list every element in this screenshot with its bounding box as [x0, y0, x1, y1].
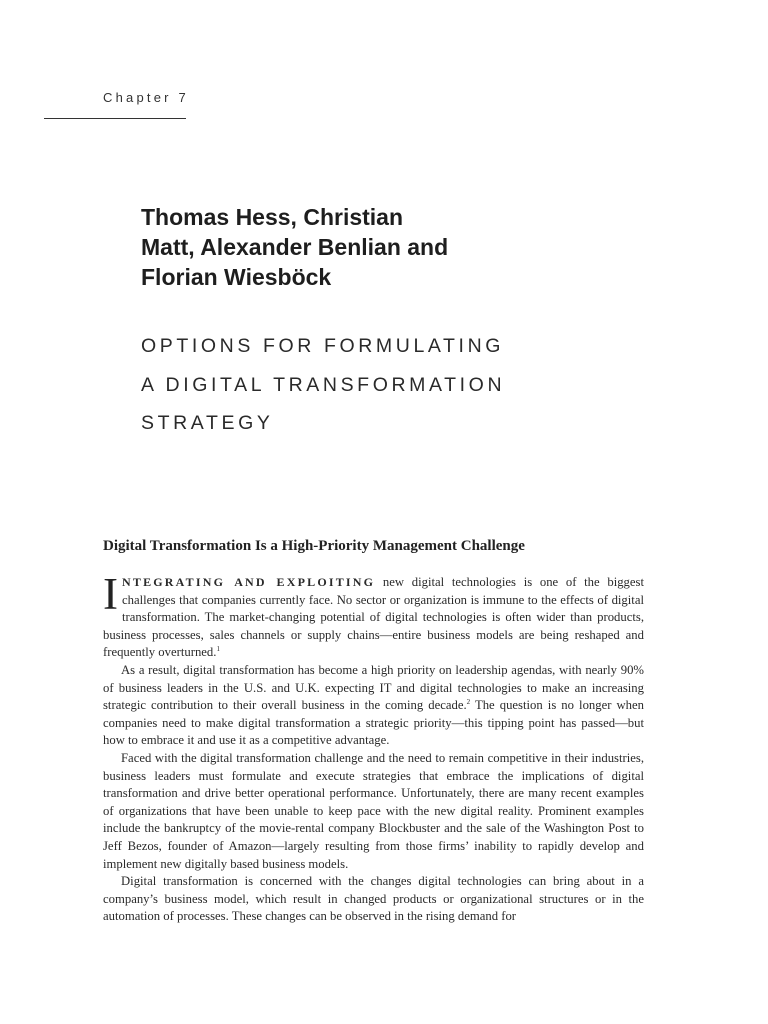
paragraph-4: Digital transformation is concerned with the changes digital technologies can bring about in a company’s business model, which result in changed products or organizational structures or in the automation of processes. These changes can be observed in the rising demand for — [103, 874, 644, 924]
footnote-ref[interactable]: 1 — [216, 645, 220, 654]
paragraph-text: The question is no longer when companies need to make digital transformation a strategic priority—this tipping point has passed—but how to embrace it and use it as a competitive advantage. — [103, 698, 644, 748]
chapter-authors — [141, 202, 581, 292]
title-line: STRATEGY — [141, 412, 274, 434]
author-line: Matt, Alexander Benlian and — [141, 234, 449, 260]
paragraph-text: new digital technologies is one of the biggest challenges that companies currently face. No sector or organization is immune to the effects of digital transformation. The market-changing potential of digital technologies is often wider than products, business processes, sales channels or supply chains—entire business models are being reshaped and frequently overturned. — [103, 575, 644, 660]
chapter-label: Chapter 7 — [103, 90, 189, 105]
paragraph-3: Faced with the digital transformation challenge and the need to remain competitive in their industries, business leaders must formulate and execute strategies that embrace the implications of digital transformation and drive better operational performance. Unfortunately, there are many recent examples of organizations that have been unable to keep pace with the new digital reality. Prominent examples include the bankruptcy of the movie-rental company Blockbuster and the sale of the Washington Post to Jeff Bezos, founder of Amazon—largely resulting from those firms’ inability to rapidly develop and implement new digitally based business models. — [103, 750, 644, 871]
body-text — [103, 569, 644, 926]
title-line: OPTIONS FOR FORMULATING — [141, 335, 505, 357]
drop-cap: I — [103, 569, 118, 619]
chapter-title — [141, 327, 621, 443]
author-line: Florian Wiesböck — [141, 264, 332, 290]
title-line: A DIGITAL TRANSFORMATION — [141, 373, 506, 396]
chapter-rule — [44, 118, 186, 119]
footnote-ref[interactable]: 2 — [466, 698, 471, 707]
paragraph-text: As a result, digital transformation has become a high priority on leadership agendas, with nearly 90% of business leaders in the U.S. and U.K. expecting IT and digital technologies to make an increasing strategic contribution to their overall business in the coming decade. — [103, 662, 644, 713]
lead-in: NTEGRATING AND EXPLOITING — [122, 575, 376, 589]
paragraph-1 — [103, 569, 644, 662]
section-heading: Digital Transformation Is a High-Priority Management Challenge — [103, 538, 525, 554]
paragraph-2 — [103, 662, 644, 750]
author-line: Thomas Hess, Christian — [141, 204, 404, 230]
